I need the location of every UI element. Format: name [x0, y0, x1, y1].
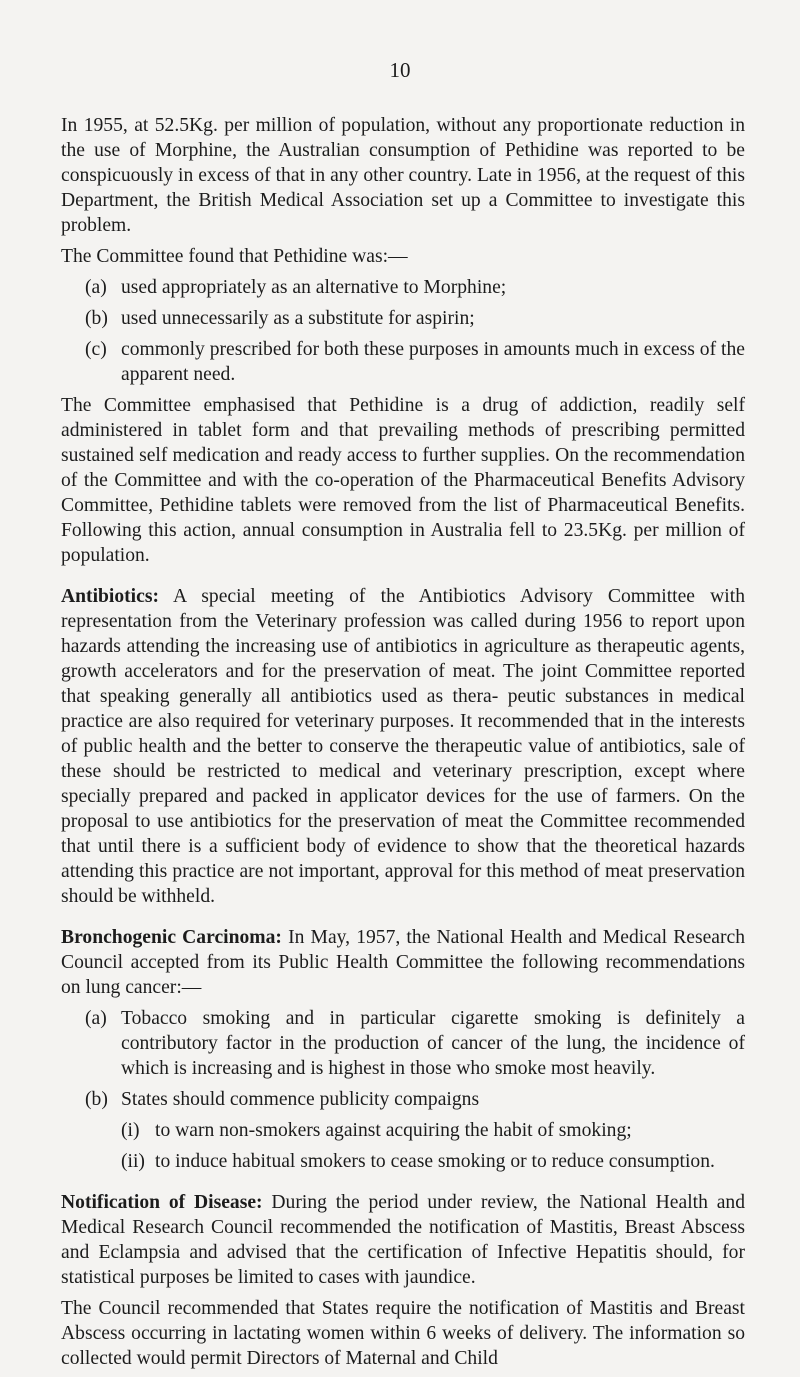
section-heading-bronchogenic: Bronchogenic Carcinoma:	[61, 927, 282, 948]
section-text-notification: During the period under review, the National Health and Medical Research Council recommended the notification of Mastitis, Breast Abscess and Eclampsia and advised that the certification of Infective Hepatitis should, for statistical purposes be limited to cases with jaundice.	[61, 1192, 745, 1288]
list-item-text: Tobacco smoking and in particular cigarette smoking is definitely a contributory factor in the production of cancer of the lung, the incidence of which is increasing and is highest in those who smoke most heavily.	[121, 1008, 745, 1079]
publicity-aims-list	[61, 1118, 745, 1174]
lung-cancer-recommendations-list	[61, 1006, 745, 1112]
list-item	[121, 1149, 745, 1174]
list-item-label: (a)	[85, 277, 107, 298]
section-bronchogenic-carcinoma	[61, 925, 745, 1000]
section-notification-of-disease	[61, 1190, 745, 1290]
list-item-text: States should commence publicity compaigns	[121, 1089, 480, 1110]
section-heading-notification: Notification of Disease:	[61, 1192, 263, 1213]
list-item-label: (b)	[85, 1089, 108, 1110]
section-text-antibiotics: A special meeting of the Antibiotics Advisory Committee with representation from the Veterinary profession was called during 1956 to report upon hazards attending the increasing use of antibiotics in agriculture as therapeutic agents, growth accelerators and for the preservation of meat. The joint Committee reported that speaking generally all antibiotics used as thera- peutic substances in medical practice are also required for veterinary purposes. It recommended that in the interests of public health and the better to conserve the therapeutic value of antibiotics, sale of these should be restricted to medical and veterinary prescription, except where specially prepared and packed in applicator devices for the use of farmers. On the proposal to use antibiotics for the preservation of meat the Committee recommended that until there is a sufficient body of evidence to show that the theoretical hazards attending this practice are not important, approval for this method of meat preservation should be withheld.	[61, 586, 745, 907]
list-item-text: commonly prescribed for both these purposes in amounts much in excess of the apparent need.	[121, 339, 745, 385]
list-item	[121, 1118, 745, 1143]
paragraph-pethidine-intro: In 1955, at 52.5Kg. per million of population, without any proportionate reduction in the use of Morphine, the Australian consumption of Pethidine was reported to be conspicuously in excess of that in any other country. Late in 1956, at the request of this Department, the British Medical Association set up a Committee to investigate this problem.	[61, 115, 745, 236]
list-item	[85, 337, 745, 387]
list-item-label: (b)	[85, 308, 108, 329]
list-item-text: to induce habitual smokers to cease smoking or to reduce consumption.	[155, 1151, 715, 1172]
section-heading-antibiotics: Antibiotics:	[61, 586, 159, 607]
section-text-bronchogenic: In May, 1957, the National Health and Medical Research Council accepted from its Public Health Committee the following recommendations on lung cancer:—	[61, 927, 745, 998]
list-item	[85, 275, 745, 300]
list-item-text: used unnecessarily as a substitute for aspirin;	[121, 308, 475, 329]
list-item-text: used appropriately as an alternative to Morphine;	[121, 277, 507, 298]
page-number: 10	[389, 58, 411, 82]
pethidine-findings-list	[61, 275, 745, 387]
list-item-label: (i)	[121, 1120, 140, 1141]
body-text	[61, 113, 745, 1377]
paragraph-council-recommended: The Council recommended that States require the notification of Mastitis and Breast Abscess occurring in lactating women within 6 weeks of delivery. The information so collected would permit Directors of Maternal and Child	[61, 1298, 745, 1369]
paragraph-committee-found: The Committee found that Pethidine was:—	[61, 246, 408, 267]
list-item-label: (ii)	[121, 1151, 145, 1172]
list-item-label: (c)	[85, 339, 107, 360]
list-item-text: to warn non-smokers against acquiring the habit of smoking;	[155, 1120, 632, 1141]
list-item	[85, 1087, 745, 1112]
list-item-label: (a)	[85, 1008, 107, 1029]
paragraph-committee-emphasised: The Committee emphasised that Pethidine is a drug of addiction, readily self administered in tablet form and that prevailing methods of prescribing permitted sustained self medication and ready access to further supplies. On the recommendation of the Committee and with the co-operation of the Pharmaceutical Benefits Advisory Committee, Pethidine tablets were removed from the list of Pharmaceutical Benefits. Following this action, annual consumption in Australia fell to 23.5Kg. per million of population.	[61, 395, 745, 566]
list-item	[85, 306, 745, 331]
section-antibiotics	[61, 584, 745, 909]
list-item	[85, 1006, 745, 1081]
